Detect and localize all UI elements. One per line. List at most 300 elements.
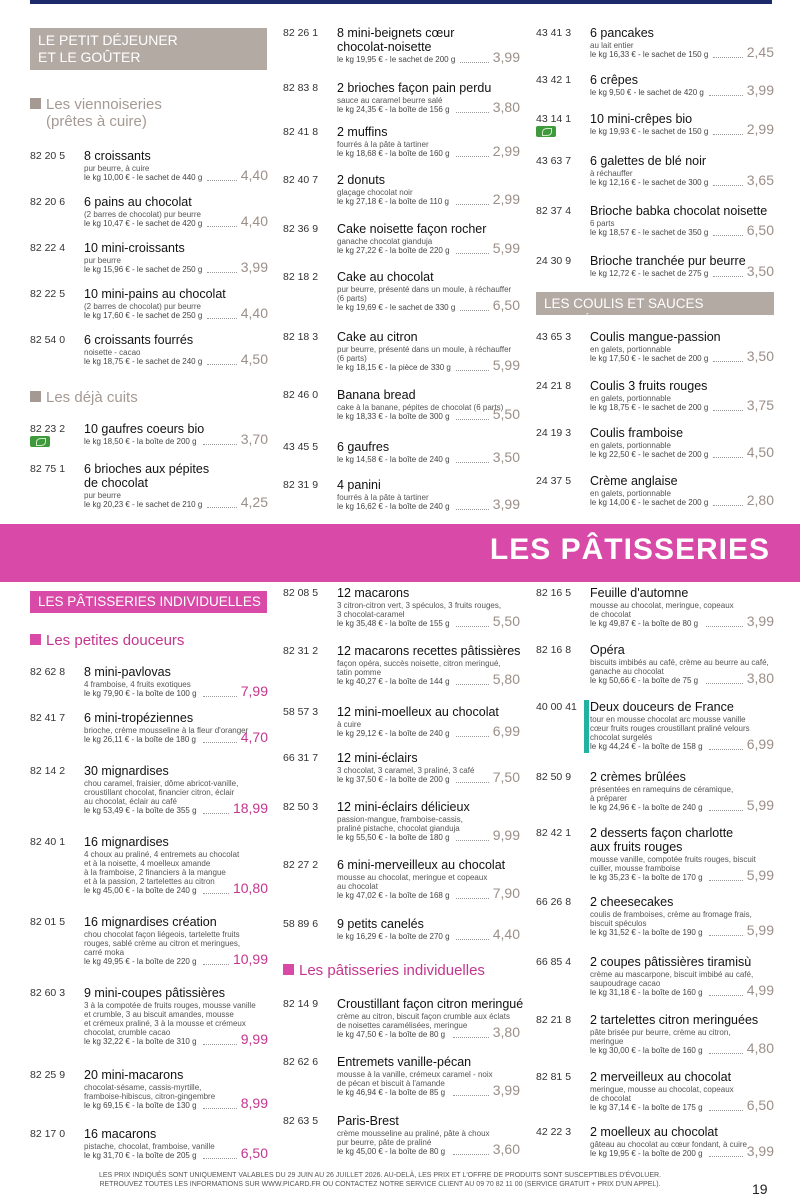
unit-price: le kg 19,93 € - le sachet de 150 g bbox=[590, 127, 709, 136]
product-price: 8,99 bbox=[240, 1095, 268, 1111]
product-price: 3,60 bbox=[492, 1141, 520, 1157]
product-description: 4 choux au praliné, 4 entremets au chocolat bbox=[84, 850, 240, 859]
dot-leader bbox=[453, 1095, 489, 1096]
product-code: 43 63 7 bbox=[536, 155, 572, 167]
product-price: 3,70 bbox=[240, 431, 268, 447]
product-description: pur beurre bbox=[84, 491, 121, 500]
product-description: au chocolat bbox=[337, 882, 378, 891]
dot-leader bbox=[207, 318, 237, 319]
unit-price: le kg 16,62 € - la boîte de 240 g bbox=[337, 502, 450, 511]
product-price: 6,50 bbox=[746, 1097, 774, 1113]
dot-leader bbox=[203, 813, 229, 814]
unit-price: le kg 69,15 € - la boîte de 130 g bbox=[84, 1101, 197, 1110]
dot-leader bbox=[713, 505, 743, 506]
dot-leader bbox=[456, 112, 489, 113]
product-name: 2 merveilleux au chocolat bbox=[590, 1070, 732, 1084]
dot-leader bbox=[456, 898, 489, 899]
product-description: cœur fruits rouges croustillant praliné velours bbox=[590, 724, 750, 733]
product-price: 5,99 bbox=[746, 867, 774, 883]
product-code: 43 41 3 bbox=[536, 27, 572, 39]
product-name: 20 mini-macarons bbox=[84, 1068, 184, 1082]
product-code: 43 65 3 bbox=[536, 331, 572, 343]
unit-price: le kg 15,96 € - le sachet de 250 g bbox=[84, 265, 203, 274]
dot-leader bbox=[456, 736, 489, 737]
product-name: chocolat-noisette bbox=[337, 40, 432, 54]
product-name: 12 mini-éclairs délicieux bbox=[337, 800, 470, 814]
product-price: 4,50 bbox=[746, 444, 774, 460]
product-code: 82 50 3 bbox=[283, 801, 319, 813]
product-name: Deux douceurs de France bbox=[590, 700, 734, 714]
product-name: Coulis mangue-passion bbox=[590, 330, 721, 344]
new-marker bbox=[584, 700, 589, 753]
product-name: Cake au chocolat bbox=[337, 270, 434, 284]
product-price: 3,75 bbox=[746, 397, 774, 413]
product-code: 82 27 2 bbox=[283, 859, 319, 871]
product-price: 4,70 bbox=[240, 729, 268, 745]
product-description: chocolat, crumble cacao bbox=[84, 1028, 171, 1037]
dot-leader bbox=[456, 626, 489, 627]
product-price: 3,99 bbox=[492, 496, 520, 512]
product-description: présentées en ramequins de céramique, bbox=[590, 785, 734, 794]
subsection-title: Les pâtisseries individuelles bbox=[299, 962, 485, 979]
product-description: noisette - cacao bbox=[84, 348, 141, 357]
product-description: crème au mascarpone, biscuit imbibé au café, bbox=[590, 970, 754, 979]
product-price: 3,99 bbox=[240, 259, 268, 275]
product-code: 82 62 6 bbox=[283, 1056, 319, 1068]
product-code: 43 14 1 bbox=[536, 113, 572, 125]
dot-leader bbox=[713, 457, 743, 458]
product-code: 58 57 3 bbox=[283, 706, 319, 718]
product-name: 12 macarons bbox=[337, 586, 410, 600]
product-price: 3,99 bbox=[492, 49, 520, 65]
product-description: biscuit spéculos bbox=[590, 919, 647, 928]
page-number: 19 bbox=[752, 1181, 768, 1197]
product-price: 2,80 bbox=[746, 492, 774, 508]
dot-leader bbox=[203, 1108, 237, 1109]
product-code: 82 60 3 bbox=[30, 987, 66, 999]
product-description: et crumble, 3 au biscuit amandes, mousse bbox=[84, 1010, 234, 1019]
product-name: 2 muffins bbox=[337, 125, 388, 139]
product-code: 82 20 5 bbox=[30, 150, 66, 162]
product-price: 6,99 bbox=[746, 736, 774, 752]
product-name: 6 brioches aux pépites bbox=[84, 462, 210, 476]
product-name: 12 mini-moelleux au chocolat bbox=[337, 705, 499, 719]
product-code: 82 18 3 bbox=[283, 331, 319, 343]
dot-leader bbox=[456, 253, 489, 254]
product-description: croustillant chocolat, financier citron, éclair bbox=[84, 788, 235, 797]
product-description: pistache, chocolat, framboise, vanille bbox=[84, 1142, 215, 1151]
product-name: Paris-Brest bbox=[337, 1114, 399, 1128]
unit-price: le kg 12,16 € - le sachet de 300 g bbox=[590, 178, 709, 187]
product-name: 2 crèmes brûlées bbox=[590, 770, 686, 784]
product-name: Coulis framboise bbox=[590, 426, 684, 440]
product-description: chocolat-sésame, cassis-myrtille, bbox=[84, 1083, 202, 1092]
product-description: au chocolat, éclair au café bbox=[84, 797, 177, 806]
product-price: 4,40 bbox=[240, 167, 268, 183]
dot-leader bbox=[207, 507, 237, 508]
product-code: 82 41 8 bbox=[283, 126, 319, 138]
product-description: framboise-hibiscus, citron-gingembre bbox=[84, 1092, 216, 1101]
product-code: 82 31 9 bbox=[283, 479, 319, 491]
dot-leader bbox=[203, 742, 237, 743]
product-code: 82 42 1 bbox=[536, 827, 572, 839]
subsection-title: Les viennoiseries bbox=[46, 96, 162, 113]
product-description: rouges, sablé crème au citron et meringues, bbox=[84, 939, 241, 948]
product-code: 82 63 5 bbox=[283, 1115, 319, 1127]
product-price: 3,50 bbox=[492, 449, 520, 465]
product-price: 9,99 bbox=[240, 1031, 268, 1047]
product-description: et à la passion, 2 tartelettes au citron bbox=[84, 877, 215, 886]
product-description: de pécan et biscuit à l'amande bbox=[337, 1079, 445, 1088]
product-price: 7,99 bbox=[240, 683, 268, 699]
product-name: 10 mini-pains au chocolat bbox=[84, 287, 226, 301]
unit-price: le kg 30,00 € - la boîte de 160 g bbox=[590, 1046, 703, 1055]
product-description: et à la noisette, 4 moelleux amande bbox=[84, 859, 211, 868]
product-name: 10 mini-croissants bbox=[84, 241, 185, 255]
dot-leader bbox=[203, 964, 229, 965]
dot-leader bbox=[456, 204, 489, 205]
product-price: 5,99 bbox=[746, 922, 774, 938]
unit-price: le kg 31,70 € - la boîte de 205 g bbox=[84, 1151, 197, 1160]
product-name: 4 panini bbox=[337, 478, 381, 492]
unit-price: le kg 16,33 € - le sachet de 150 g bbox=[590, 50, 709, 59]
unit-price: le kg 14,58 € - la boîte de 240 g bbox=[337, 455, 450, 464]
dot-leader bbox=[709, 995, 743, 996]
product-price: 10,80 bbox=[232, 880, 268, 896]
unit-price: le kg 46,94 € - la boîte de 85 g bbox=[337, 1088, 446, 1097]
product-price: 4,40 bbox=[240, 213, 268, 229]
square-bullet-icon bbox=[30, 391, 41, 402]
product-code: 82 22 5 bbox=[30, 288, 66, 300]
product-price: 4,25 bbox=[240, 494, 268, 510]
unit-price: le kg 35,23 € - la boîte de 170 g bbox=[590, 873, 703, 882]
unit-price: le kg 40,27 € - la boîte de 144 g bbox=[337, 677, 450, 686]
dot-leader bbox=[453, 1154, 489, 1155]
unit-price: le kg 29,12 € - la boîte de 240 g bbox=[337, 729, 450, 738]
top-rule bbox=[30, 0, 772, 4]
product-price: 3,80 bbox=[492, 99, 520, 115]
product-description: façon opéra, succès noisette, citron meringué, bbox=[337, 659, 501, 668]
product-description: cake à la banane, pépites de chocolat (6 parts) bbox=[337, 403, 504, 412]
product-code: 66 26 8 bbox=[536, 896, 572, 908]
dot-leader bbox=[453, 1037, 489, 1038]
product-name: 9 mini-coupes pâtissières bbox=[84, 986, 226, 1000]
product-price: 18,99 bbox=[232, 800, 268, 816]
product-code: 82 22 4 bbox=[30, 242, 66, 254]
subsection-petites-douceurs bbox=[30, 632, 184, 649]
product-description: mousse au chocolat, meringue, copeaux bbox=[590, 601, 734, 610]
product-name: 16 mignardises bbox=[84, 835, 169, 849]
dot-leader bbox=[203, 1044, 237, 1045]
product-description: en galets, portionnable bbox=[590, 345, 671, 354]
product-description: mousse au chocolat, meringue et copeaux bbox=[337, 873, 488, 882]
product-description: biscuits imbibés au café, crème au beurre au café, bbox=[590, 658, 769, 667]
product-code: 58 89 6 bbox=[283, 918, 319, 930]
unit-price: le kg 27,22 € - la boîte de 220 g bbox=[337, 246, 450, 255]
product-name: Croustillant façon citron meringué bbox=[337, 997, 524, 1011]
unit-price: le kg 47,50 € - la boîte de 80 g bbox=[337, 1030, 446, 1039]
product-name: Cake au citron bbox=[337, 330, 418, 344]
unit-price: le kg 31,52 € - la boîte de 190 g bbox=[590, 928, 703, 937]
dot-leader bbox=[713, 361, 743, 362]
product-description: pâte brisée pur beurre, crème au citron, bbox=[590, 1028, 731, 1037]
product-description: gâteau au chocolat au cœur fondant, à cuire bbox=[590, 1140, 747, 1149]
product-price: 2,45 bbox=[746, 44, 774, 60]
product-description: au lait entier bbox=[590, 41, 634, 50]
product-price: 6,50 bbox=[746, 222, 774, 238]
product-name: Crème anglaise bbox=[590, 474, 678, 488]
product-code: 82 16 5 bbox=[536, 587, 572, 599]
product-price: 3,80 bbox=[492, 1024, 520, 1040]
product-name: 12 mini-éclairs bbox=[337, 751, 418, 765]
unit-price: le kg 47,02 € - la boîte de 168 g bbox=[337, 891, 450, 900]
product-description: pur beurre, pâte de praliné bbox=[337, 1138, 432, 1147]
product-code: 82 08 5 bbox=[283, 587, 319, 599]
product-description: à préparer bbox=[590, 794, 627, 803]
unit-price: le kg 37,50 € - la boîte de 200 g bbox=[337, 775, 450, 784]
square-bullet-icon bbox=[30, 634, 41, 645]
product-code: 82 75 1 bbox=[30, 463, 66, 475]
product-description: pur beurre, présenté dans un moule, à réchauffer bbox=[337, 285, 512, 294]
product-price: 3,80 bbox=[746, 670, 774, 686]
unit-price: le kg 24,35 € - la boîte de 156 g bbox=[337, 105, 450, 114]
product-code: 82 21 8 bbox=[536, 1014, 572, 1026]
unit-price: le kg 55,50 € - la boîte de 180 g bbox=[337, 833, 450, 842]
product-description: tour en mousse chocolat arc mousse vanille bbox=[590, 715, 746, 724]
product-description: 4 framboise, 4 fruits exotiques bbox=[84, 680, 191, 689]
product-description: saupoudrage cacao bbox=[590, 979, 661, 988]
product-description: brioche, crème mousseline à la fleur d'oranger bbox=[84, 726, 249, 735]
product-price: 3,99 bbox=[746, 1143, 774, 1159]
unit-price: le kg 49,87 € - la boîte de 80 g bbox=[590, 619, 699, 628]
product-code: 24 19 3 bbox=[536, 427, 572, 439]
unit-price: le kg 50,66 € - la boîte de 75 g bbox=[590, 676, 699, 685]
product-price: 4,99 bbox=[746, 982, 774, 998]
dot-leader bbox=[207, 180, 237, 181]
product-code: 43 45 5 bbox=[283, 441, 319, 453]
product-code: 82 14 2 bbox=[30, 765, 66, 777]
product-code: 82 40 7 bbox=[283, 174, 319, 186]
product-description: 3 citron-citron vert, 3 spéculos, 3 fruits rouges, bbox=[337, 601, 502, 610]
unit-price: le kg 10,00 € - le sachet de 440 g bbox=[84, 173, 203, 182]
unit-price: le kg 12,72 € - le sachet de 275 g bbox=[590, 269, 709, 278]
product-code: 66 31 7 bbox=[283, 752, 319, 764]
product-description: et crémeux praliné, 3 à la mousse et crémeux bbox=[84, 1019, 246, 1028]
product-name: Opéra bbox=[590, 643, 625, 657]
product-code: 82 36 9 bbox=[283, 223, 319, 235]
square-bullet-icon bbox=[283, 964, 294, 975]
product-name: 6 mini-merveilleux au chocolat bbox=[337, 858, 506, 872]
product-code: 24 30 9 bbox=[536, 255, 572, 267]
section-header-petit-dejeuner bbox=[30, 28, 267, 70]
product-description: en galets, portionnable bbox=[590, 441, 671, 450]
product-description: cuiller, mousse framboise bbox=[590, 864, 681, 873]
product-name: 6 mini-tropéziennes bbox=[84, 711, 194, 725]
product-code: 40 00 41 bbox=[536, 701, 577, 713]
dot-leader bbox=[207, 272, 237, 273]
product-description: de chocolat bbox=[590, 610, 631, 619]
product-name: 6 pancakes bbox=[590, 26, 654, 40]
dot-leader bbox=[456, 509, 489, 510]
product-code: 82 18 2 bbox=[283, 271, 319, 283]
product-code: 24 21 8 bbox=[536, 380, 572, 392]
dot-leader bbox=[713, 134, 743, 135]
product-description: tatin pomme bbox=[337, 668, 382, 677]
subsection-title-line2: (prêtes à cuire) bbox=[46, 113, 147, 130]
product-price: 2,99 bbox=[746, 121, 774, 137]
unit-price: le kg 19,95 € - le sachet de 200 g bbox=[337, 55, 456, 64]
product-code: 82 23 2 bbox=[30, 423, 66, 435]
product-name: 9 petits canelés bbox=[337, 917, 424, 931]
unit-price: le kg 27,18 € - la boîte de 110 g bbox=[337, 197, 449, 206]
section-header-line: ET LE GOÛTER bbox=[38, 49, 141, 65]
unit-price: le kg 44,24 € - la boîte de 158 g bbox=[590, 742, 703, 751]
product-price: 6,50 bbox=[240, 1145, 268, 1161]
product-description: en galets, portionnable bbox=[590, 489, 671, 498]
product-description: pur beurre, présenté dans un moule, à réchauffer bbox=[337, 345, 512, 354]
product-code: 82 20 6 bbox=[30, 196, 66, 208]
square-bullet-icon bbox=[30, 98, 41, 109]
product-description: crème au citron, biscuit façon crumble aux éclats bbox=[337, 1012, 510, 1021]
product-description: meringue, mousse au chocolat, copeaux bbox=[590, 1085, 734, 1094]
dot-leader bbox=[456, 419, 489, 420]
dot-leader bbox=[713, 276, 743, 277]
unit-price: le kg 45,00 € - la boîte de 240 g bbox=[84, 886, 197, 895]
product-description: mousse à la vanille, crémeux caramel - noix bbox=[337, 1070, 493, 1079]
product-price: 6,99 bbox=[492, 723, 520, 739]
dot-leader bbox=[709, 1110, 743, 1111]
product-name: 8 mini-pavlovas bbox=[84, 665, 171, 679]
dot-leader bbox=[456, 684, 489, 685]
unit-price: le kg 17,60 € - le sachet de 250 g bbox=[84, 311, 203, 320]
product-price: 5,99 bbox=[746, 797, 774, 813]
product-name: 6 crêpes bbox=[590, 73, 638, 87]
product-name: de chocolat bbox=[84, 476, 148, 490]
dot-leader bbox=[706, 683, 743, 684]
unit-price: le kg 18,50 € - la boîte de 200 g bbox=[84, 437, 197, 446]
product-code: 82 14 9 bbox=[283, 998, 319, 1010]
product-name: 30 mignardises bbox=[84, 764, 169, 778]
unit-price: le kg 53,49 € - la boîte de 355 g bbox=[84, 806, 197, 815]
product-description: à cuire bbox=[337, 720, 362, 729]
footer-line: LES PRIX INDIQUÉS SONT UNIQUEMENT VALABLES DU 29 JUIN AU 26 JUILLET 2026. AU-DELÀ, LES PRIX ET L'OFFRE DE PRODUITS SONT SUSCEPTIBLES D'ÉVOLUER. bbox=[98, 1172, 662, 1179]
product-name: 2 brioches façon pain perdu bbox=[337, 81, 492, 95]
dot-leader bbox=[203, 1158, 237, 1159]
product-code: 82 01 5 bbox=[30, 916, 66, 928]
product-name: 2 tartelettes citron meringuées bbox=[590, 1013, 759, 1027]
product-name: 6 pains au chocolat bbox=[84, 195, 192, 209]
unit-price: le kg 18,57 € - le sachet de 350 g bbox=[590, 228, 709, 237]
product-code: 24 37 5 bbox=[536, 475, 572, 487]
product-description: meringue bbox=[590, 1037, 624, 1046]
product-description: sauce au caramel beurre salé bbox=[337, 96, 443, 105]
dot-leader bbox=[203, 444, 237, 445]
unit-price: le kg 16,29 € - la boîte de 270 g bbox=[337, 932, 450, 941]
product-price: 5,50 bbox=[492, 406, 520, 422]
product-name: 12 macarons recettes pâtissières bbox=[337, 644, 521, 658]
product-description: (6 parts) bbox=[337, 294, 367, 303]
product-name: 6 gaufres bbox=[337, 440, 390, 454]
product-name: Entremets vanille-pécan bbox=[337, 1055, 472, 1069]
unit-price: le kg 24,96 € - la boîte de 240 g bbox=[590, 803, 703, 812]
product-description: 6 parts bbox=[590, 219, 615, 228]
product-description: glaçage chocolat noir bbox=[337, 188, 413, 197]
unit-price: le kg 37,14 € - la boîte de 175 g bbox=[590, 1103, 703, 1112]
subsection-title: Les déjà cuits bbox=[46, 389, 138, 406]
product-name: Banana bread bbox=[337, 388, 416, 402]
product-price: 5,50 bbox=[492, 613, 520, 629]
product-code: 82 81 5 bbox=[536, 1071, 572, 1083]
dot-leader bbox=[709, 935, 743, 936]
dot-leader bbox=[709, 880, 743, 881]
product-description: chou chocolat façon liégeois, tartelette fruits bbox=[84, 930, 240, 939]
patisseries-banner bbox=[0, 524, 800, 582]
product-description: carré moka bbox=[84, 948, 125, 957]
unit-price: le kg 22,50 € - le sachet de 200 g bbox=[590, 450, 709, 459]
product-price: 9,99 bbox=[492, 827, 520, 843]
product-price: 7,90 bbox=[492, 885, 520, 901]
unit-price: le kg 10,47 € - le sachet de 420 g bbox=[84, 219, 203, 228]
dot-leader bbox=[456, 782, 489, 783]
product-price: 3,99 bbox=[492, 1082, 520, 1098]
product-name: 2 moelleux au chocolat bbox=[590, 1125, 718, 1139]
product-description: ganache chocolat gianduja bbox=[337, 237, 433, 246]
product-name: 8 mini-beignets cœur bbox=[337, 26, 455, 40]
dot-leader bbox=[706, 626, 743, 627]
product-name: 10 gaufres coeurs bio bbox=[84, 422, 205, 436]
dot-leader bbox=[713, 235, 743, 236]
unit-price: le kg 49,95 € - la boîte de 220 g bbox=[84, 957, 197, 966]
dot-leader bbox=[456, 462, 489, 463]
footer-notice bbox=[60, 1171, 700, 1189]
dot-leader bbox=[203, 696, 237, 697]
dot-leader bbox=[207, 364, 237, 365]
product-code: 82 17 0 bbox=[30, 1128, 66, 1140]
product-description: 3 chocolat-caramel bbox=[337, 610, 405, 619]
product-price: 5,99 bbox=[492, 357, 520, 373]
product-description: ganache au chocolat bbox=[590, 667, 664, 676]
product-code: 82 83 8 bbox=[283, 82, 319, 94]
unit-price: le kg 18,75 € - le sachet de 240 g bbox=[84, 357, 203, 366]
product-name: Brioche babka chocolat noisette bbox=[590, 204, 768, 218]
dot-leader bbox=[456, 370, 489, 371]
unit-price: le kg 26,11 € - la boîte de 180 g bbox=[84, 735, 196, 744]
product-description: praliné pistache, chocolat gianduja bbox=[337, 824, 460, 833]
product-code: 42 22 3 bbox=[536, 1126, 572, 1138]
unit-price: le kg 9,50 € - le sachet de 420 g bbox=[590, 88, 704, 97]
product-price: 5,99 bbox=[492, 240, 520, 256]
product-description: à la framboise, 2 financiers à la mangue bbox=[84, 868, 226, 877]
unit-price: le kg 18,75 € - le sachet de 200 g bbox=[590, 403, 709, 412]
product-price: 4,40 bbox=[492, 926, 520, 942]
product-description: pur beurre bbox=[84, 256, 121, 265]
subsection-viennoiseries bbox=[30, 96, 162, 130]
product-code: 82 40 1 bbox=[30, 836, 66, 848]
unit-price: le kg 17,50 € - le sachet de 200 g bbox=[590, 354, 709, 363]
product-name: 16 macarons bbox=[84, 1127, 157, 1141]
product-code: 82 31 2 bbox=[283, 645, 319, 657]
bio-leaf-icon bbox=[30, 436, 50, 447]
product-description: 3 à la compotée de fruits rouges, mousse vanille bbox=[84, 1001, 256, 1010]
footer-line: RETROUVEZ TOUTES LES INFORMATIONS SUR WWW.PICARD.FR OU CONTACTEZ NOTRE SERVICE CLIENT AU 09 70 82 11 00 (SERVICE GRATUIT + PRIX D'UN APPEL). bbox=[99, 1181, 661, 1188]
product-price: 3,99 bbox=[746, 613, 774, 629]
unit-price: le kg 32,22 € - la boîte de 310 g bbox=[84, 1037, 197, 1046]
product-code: 82 37 4 bbox=[536, 205, 572, 217]
dot-leader bbox=[709, 810, 743, 811]
product-code: 43 42 1 bbox=[536, 74, 572, 86]
section-header-line: LES PÂTISSERIES INDIVIDUELLES bbox=[38, 594, 261, 609]
product-code: 82 16 8 bbox=[536, 644, 572, 656]
